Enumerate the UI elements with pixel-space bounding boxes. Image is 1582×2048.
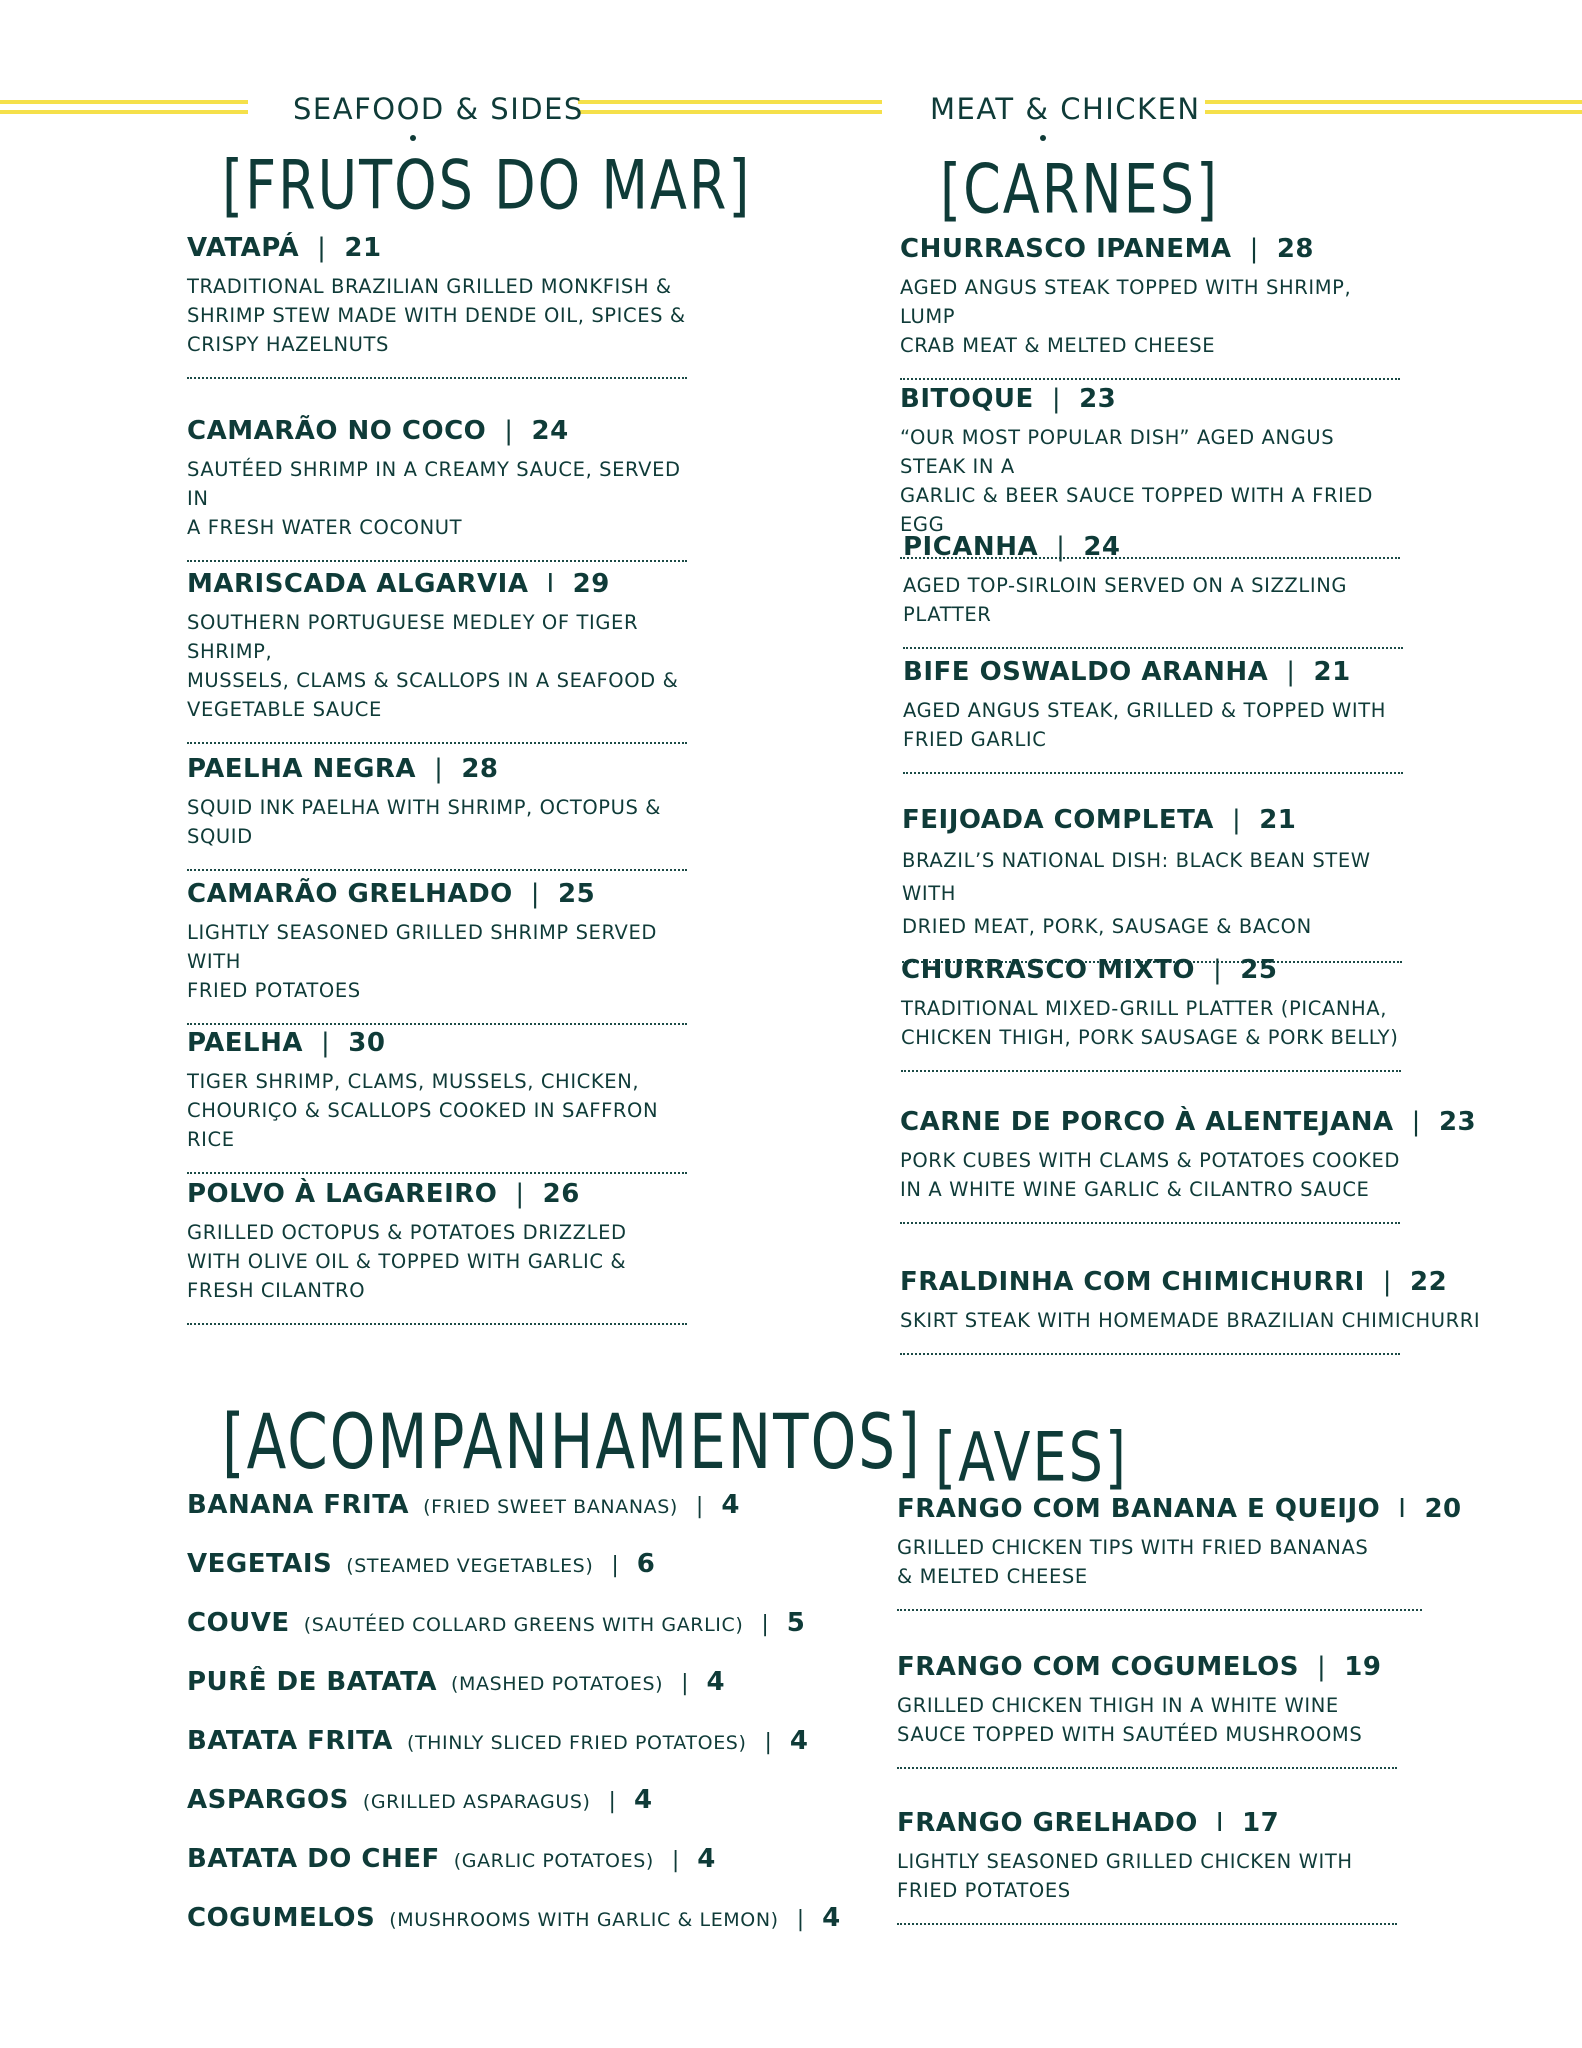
item-separator: I — [1215, 1808, 1225, 1838]
item-name: FRANGO COM COGUMELOS — [897, 1652, 1300, 1682]
side-item — [187, 1901, 840, 1938]
item-separator: | — [608, 1789, 616, 1814]
side-description: (FRIED SWEET BANANAS) — [423, 1496, 678, 1518]
dotted-divider — [187, 869, 687, 871]
dotted-divider — [187, 560, 687, 562]
side-price: 4 — [721, 1490, 740, 1520]
side-name: PURÊ DE BATATA — [187, 1667, 437, 1697]
menu-item — [900, 233, 1400, 380]
dotted-divider — [187, 1172, 687, 1174]
side-item — [187, 1665, 725, 1702]
item-description: AGED ANGUS STEAK TOPPED WITH SHRIMP, LUMP CRAB MEAT & MELTED CHEESE — [900, 276, 1352, 357]
item-description: SQUID INK PAELHA WITH SHRIMP, OCTOPUS & SQUID — [187, 796, 662, 848]
item-price: 17 — [1242, 1808, 1280, 1838]
item-price: 21 — [344, 233, 382, 263]
item-separator: | — [1249, 234, 1259, 264]
category-dot — [410, 135, 416, 141]
item-name: POLVO À LAGAREIRO — [187, 1179, 498, 1209]
menu-item — [897, 1807, 1397, 1925]
item-separator: I — [546, 569, 555, 599]
item-price: 28 — [461, 754, 499, 784]
item-description: SAUTÉED SHRIMP IN A CREAMY SAUCE, SERVED IN A FRESH WATER COCONUT — [187, 458, 681, 539]
menu-item-title — [902, 804, 1402, 836]
side-description: (THINLY SLICED FRIED POTATOES) — [406, 1732, 747, 1754]
item-name: MARISCADA ALGARVIA — [187, 569, 529, 599]
item-separator: | — [681, 1671, 689, 1696]
item-price: 25 — [558, 879, 596, 909]
dotted-divider — [903, 647, 1403, 649]
side-item — [187, 1842, 715, 1879]
menu-item — [187, 878, 687, 1025]
item-separator: | — [530, 879, 541, 909]
side-price: 4 — [822, 1903, 841, 1933]
side-name: BATATA DO CHEF — [187, 1844, 440, 1874]
item-name: CAMARÃO NO COCO — [187, 416, 487, 446]
item-name: PICANHA — [903, 532, 1039, 562]
menu-item — [187, 568, 687, 744]
menu-item-title — [903, 656, 1403, 688]
side-description: (GARLIC POTATOES) — [453, 1850, 654, 1872]
item-separator: | — [321, 1028, 331, 1058]
side-item — [187, 1606, 805, 1643]
item-price: 23 — [1438, 1107, 1477, 1137]
side-name: ASPARGOS — [187, 1785, 349, 1815]
side-description: (GRILLED ASPARAGUS) — [362, 1791, 591, 1813]
item-separator: | — [317, 233, 327, 263]
item-price: 20 — [1424, 1494, 1462, 1524]
item-name: FEIJOADA COMPLETA — [902, 805, 1214, 835]
menu-item-title — [897, 1807, 1397, 1839]
item-separator: | — [1411, 1107, 1421, 1137]
dotted-divider — [897, 1767, 1397, 1769]
item-price: 21 — [1259, 805, 1297, 835]
item-price: 22 — [1410, 1267, 1448, 1297]
side-price: 4 — [789, 1726, 808, 1756]
side-item — [187, 1547, 655, 1584]
menu-item — [187, 1027, 687, 1174]
item-name: CHURRASCO MIXTO — [901, 955, 1196, 985]
menu-item — [187, 753, 687, 871]
side-description: (MASHED POTATOES) — [450, 1673, 664, 1695]
dotted-divider — [900, 378, 1400, 380]
side-item — [187, 1783, 652, 1820]
menu-item — [901, 954, 1401, 1072]
item-name: BITOQUE — [900, 384, 1034, 414]
item-separator: | — [671, 1848, 680, 1873]
item-description: AGED ANGUS STEAK, GRILLED & TOPPED WITH FRIED GARLIC — [903, 699, 1387, 751]
item-separator: | — [1231, 805, 1242, 835]
item-price: 25 — [1240, 955, 1278, 985]
item-separator: | — [1051, 384, 1062, 414]
item-separator: | — [761, 1612, 769, 1637]
item-name: BIFE OSWALDO ARANHA — [903, 657, 1269, 687]
menu-item — [900, 1106, 1477, 1224]
section-title-aves: [AVES] — [935, 1418, 1128, 1497]
menu-item — [902, 804, 1402, 963]
item-separator: | — [1056, 532, 1066, 562]
menu-item-title — [900, 233, 1400, 265]
dotted-divider — [901, 1070, 1401, 1072]
header-stripe-left — [0, 100, 248, 122]
menu-item — [897, 1651, 1397, 1769]
item-price: 28 — [1276, 234, 1315, 264]
item-name: VATAPÁ — [187, 233, 300, 263]
menu-item — [187, 232, 687, 379]
menu-item-title — [897, 1493, 1462, 1525]
menu-item — [187, 415, 687, 562]
menu-item-title — [900, 1106, 1477, 1138]
dotted-divider — [897, 1923, 1397, 1925]
menu-item-title — [903, 531, 1403, 563]
item-description: SOUTHERN PORTUGUESE MEDLEY OF TIGER SHRIMP, MUSSELS, CLAMS & SCALLOPS IN A SEAFOOD & VEGETABLE SAUCE — [187, 611, 679, 721]
item-name: PAELHA NEGRA — [187, 754, 417, 784]
item-description: TIGER SHRIMP, CLAMS, MUSSELS, CHICKEN, CHOURIÇO & SCALLOPS COOKED IN SAFFRON RICE — [187, 1070, 659, 1151]
section-title-frutos-do-mar: [FRUTOS DO MAR] — [222, 146, 752, 225]
menu-item-title — [187, 878, 687, 910]
item-description: LIGHTLY SEASONED GRILLED SHRIMP SERVED WITH FRIED POTATOES — [187, 921, 658, 1002]
item-description: GRILLED CHICKEN THIGH IN A WHITE WINE SAUCE TOPPED WITH SAUTÉED MUSHROOMS — [897, 1694, 1363, 1746]
side-price: 6 — [636, 1549, 655, 1579]
item-name: CAMARÃO GRELHADO — [187, 879, 513, 909]
category-dot — [1040, 135, 1046, 141]
item-description: AGED TOP-SIRLOIN SERVED ON A SIZZLING PLATTER — [903, 574, 1348, 626]
item-separator: | — [504, 416, 514, 446]
side-name: BANANA FRITA — [187, 1490, 410, 1520]
item-description: TRADITIONAL MIXED-GRILL PLATTER (PICANHA, CHICKEN THIGH, PORK SAUSAGE & PORK BELLY) — [901, 997, 1399, 1049]
side-price: 4 — [697, 1844, 716, 1874]
dotted-divider — [900, 1222, 1400, 1224]
menu-item-title — [187, 568, 687, 600]
dotted-divider — [187, 1023, 687, 1025]
item-description: LIGHTLY SEASONED GRILLED CHICKEN WITH FRIED POTATOES — [897, 1850, 1353, 1902]
menu-item-title — [187, 1178, 687, 1210]
item-price: 19 — [1344, 1652, 1382, 1682]
item-price: 23 — [1079, 384, 1117, 414]
item-separator: | — [1286, 657, 1296, 687]
side-name: VEGETAIS — [187, 1549, 333, 1579]
menu-item — [900, 1266, 1481, 1355]
side-description: (STEAMED VEGETABLES) — [346, 1555, 594, 1577]
item-separator: | — [796, 1907, 805, 1932]
menu-item-title — [187, 415, 687, 447]
item-price: 26 — [542, 1179, 580, 1209]
item-price: 29 — [572, 569, 610, 599]
dotted-divider — [903, 772, 1403, 774]
item-separator: | — [515, 1179, 525, 1209]
side-price: 4 — [633, 1785, 653, 1815]
item-name: CARNE DE PORCO À ALENTEJANA — [900, 1107, 1394, 1137]
menu-item — [903, 531, 1403, 649]
item-description: PORK CUBES WITH CLAMS & POTATOES COOKED IN A WHITE WINE GARLIC & CILANTRO SAUCE — [900, 1149, 1401, 1201]
item-price: 24 — [531, 416, 569, 446]
dotted-divider — [897, 1609, 1422, 1611]
side-name: COGUMELOS — [187, 1903, 376, 1933]
side-item — [187, 1488, 739, 1525]
item-separator: | — [1317, 1652, 1327, 1682]
side-name: COUVE — [187, 1608, 290, 1638]
side-price: 4 — [706, 1667, 725, 1697]
item-price: 21 — [1313, 657, 1351, 687]
menu-item — [897, 1493, 1462, 1611]
item-price: 24 — [1083, 532, 1121, 562]
menu-item-title — [187, 232, 687, 264]
item-name: FRANGO COM BANANA E QUEIJO — [897, 1494, 1381, 1524]
side-description: (SAUTÉED COLLARD GREENS WITH GARLIC) — [303, 1614, 744, 1636]
item-separator: | — [434, 754, 444, 784]
item-description: TRADITIONAL BRAZILIAN GRILLED MONKFISH & SHRIMP STEW MADE WITH DENDE OIL, SPICES & CRISPY HAZELNUTS — [187, 275, 686, 356]
item-separator: | — [1382, 1267, 1393, 1297]
dotted-divider — [187, 1323, 687, 1325]
item-description: BRAZIL’S NATIONAL DISH: BLACK BEAN STEW WITH DRIED MEAT, PORK, SAUSAGE & BACON — [902, 849, 1371, 938]
item-name: PAELHA — [187, 1028, 304, 1058]
menu-item-title — [900, 383, 1400, 415]
item-separator: | — [764, 1730, 772, 1755]
menu-item-title — [900, 1266, 1448, 1298]
item-separator: I — [1398, 1494, 1407, 1524]
item-separator: | — [611, 1553, 619, 1578]
menu-item-title — [901, 954, 1401, 986]
category-meat-chicken: MEAT & CHICKEN — [930, 92, 1201, 126]
item-separator: | — [695, 1494, 704, 1519]
menu-item — [187, 1178, 687, 1325]
side-price: 5 — [786, 1608, 805, 1638]
section-title-acompanhamentos: [ACOMPANHAMENTOS] — [222, 1398, 922, 1487]
item-separator: | — [1213, 955, 1223, 985]
item-price: 30 — [348, 1028, 386, 1058]
item-name: CHURRASCO IPANEMA — [900, 234, 1232, 264]
side-item — [187, 1724, 808, 1761]
item-description: GRILLED OCTOPUS & POTATOES DRIZZLED WITH OLIVE OIL & TOPPED WITH GARLIC & FRESH CILANTRO — [187, 1221, 627, 1302]
category-seafood-sides: SEAFOOD & SIDES — [293, 92, 584, 126]
header-stripe-right — [1205, 100, 1582, 122]
item-name: FRALDINHA COM CHIMICHURRI — [900, 1267, 1365, 1297]
item-name: FRANGO GRELHADO — [897, 1808, 1198, 1838]
dotted-divider — [900, 1353, 1400, 1355]
dotted-divider — [187, 742, 687, 744]
item-description: SKIRT STEAK WITH HOMEMADE BRAZILIAN CHIMICHURRI — [900, 1309, 1481, 1332]
side-description: (MUSHROOMS WITH GARLIC & LEMON) — [389, 1909, 779, 1931]
item-description: “OUR MOST POPULAR DISH” AGED ANGUS STEAK IN A GARLIC & BEER SAUCE TOPPED WITH A FRIED EGG — [900, 426, 1373, 536]
section-title-carnes: [CARNES] — [940, 150, 1220, 229]
menu-item-title — [187, 753, 687, 785]
menu-item-title — [897, 1651, 1397, 1683]
side-name: BATATA FRITA — [187, 1726, 393, 1756]
menu-item-title — [187, 1027, 687, 1059]
item-description: GRILLED CHICKEN TIPS WITH FRIED BANANAS & MELTED CHEESE — [897, 1536, 1369, 1588]
dotted-divider — [187, 377, 687, 379]
header-stripe-middle — [578, 100, 882, 122]
menu-item — [903, 656, 1403, 774]
